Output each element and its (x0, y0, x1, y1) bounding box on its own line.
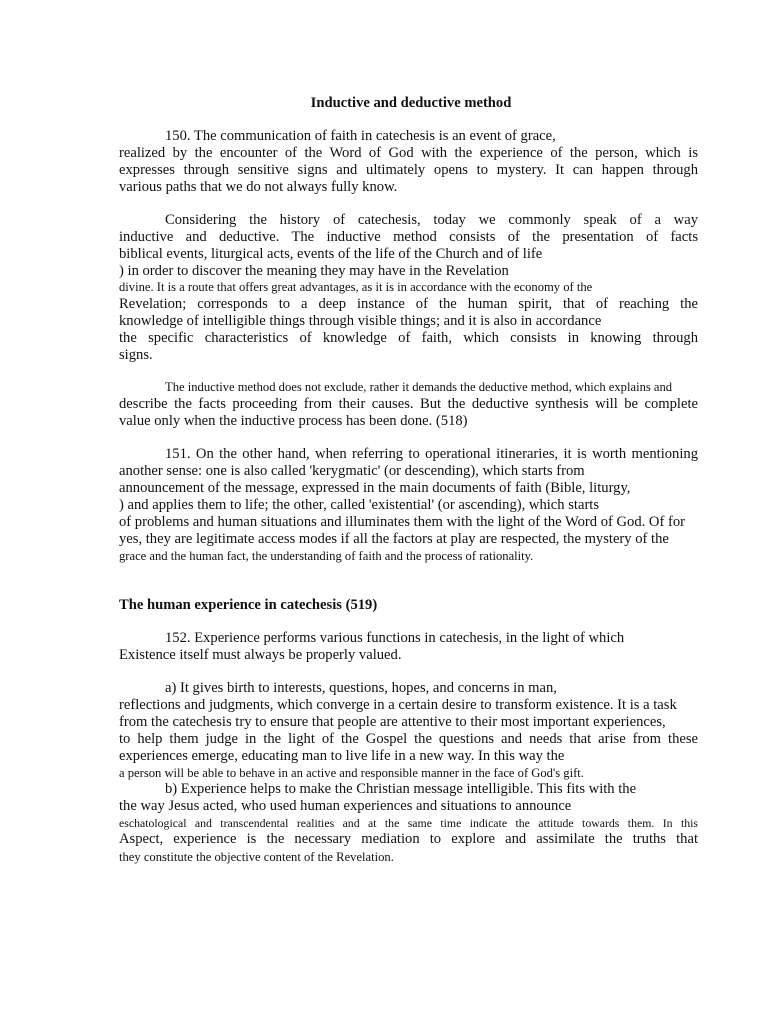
section-title: Inductive and deductive method (310, 95, 512, 111)
history-line-7: knowledge of intelligible things through visible things; and it is also in accordance (119, 313, 602, 329)
pa-line-1: a) It gives birth to interests, questions, hopes, and concerns in man, (165, 680, 557, 696)
p152-line-2: Existence itself must always be properly valued. (119, 647, 402, 663)
p150-line-1: 150. The communication of faith in catechesis is an event of grace, (165, 128, 556, 144)
pa-line-5: experiences emerge, educating man to live life in a new way. In this way the (119, 748, 565, 764)
p150-line-2: realized by the encounter of the Word of God with the experience of the person, which is (119, 145, 698, 161)
p150-line-3: expresses through sensitive signs and ultimately opens to mystery. It can happen through (119, 162, 698, 178)
history-line-9: signs. (119, 347, 153, 363)
pb-line-1: b) Experience helps to make the Christian message intelligible. This fits with the (165, 781, 637, 797)
inductive-line-2: describe the facts proceeding from their causes. But the deductive synthesis will be complete (119, 396, 698, 412)
section-heading-human-experience: The human experience in catechesis (519) (119, 597, 378, 613)
pb-line-4: Aspect, experience is the necessary mediation to explore and assimilate the truths that (119, 831, 698, 847)
pb-line-5: they constitute the objective content of the Revelation. (119, 850, 394, 864)
pa-line-4: to help them judge in the light of the Gospel the questions and needs that arise from these (119, 731, 698, 747)
pb-line-2: the way Jesus acted, who used human experiences and situations to announce (119, 798, 572, 814)
history-line-1: Considering the history of catechesis, today we commonly speak of a way (165, 212, 698, 228)
p151-line-6: yes, they are legitimate access modes if all the factors at play are respected, the mystery of the (119, 531, 669, 547)
history-line-5: divine. It is a route that offers great advantages, as it is in accordance with the economy of the (119, 280, 593, 294)
inductive-line-1: The inductive method does not exclude, rather it demands the deductive method, which explains and (165, 380, 673, 394)
p151-line-3: announcement of the message, expressed in the main documents of faith (Bible, liturgy, (119, 480, 631, 496)
history-line-3: biblical events, liturgical acts, events of the life of the Church and of life (119, 246, 543, 262)
history-line-8: the specific characteristics of knowledge of faith, which consists in knowing through (119, 330, 698, 346)
history-line-6: Revelation; corresponds to a deep instance of the human spirit, that of reaching the (119, 296, 698, 312)
inductive-line-3: value only when the inductive process has been done. (518) (119, 413, 468, 429)
p151-line-1: 151. On the other hand, when referring to operational itineraries, it is worth mentioning (165, 446, 698, 462)
history-line-4: ) in order to discover the meaning they may have in the Revelation (119, 263, 509, 279)
pa-line-2: reflections and judgments, which converge in a certain desire to transform existence. It is a task (119, 697, 677, 713)
pa-line-3: from the catechesis try to ensure that people are attentive to their most important experiences, (119, 714, 666, 730)
p152-line-1: 152. Experience performs various functions in catechesis, in the light of which (165, 630, 625, 646)
p151-line-2: another sense: one is also called 'kerygmatic' (or descending), which starts from (119, 463, 585, 479)
p151-line-5: of problems and human situations and illuminates them with the light of the Word of God. Of for (119, 514, 685, 530)
p150-line-4: various paths that we do not always fully know. (119, 179, 398, 195)
p151-line-7: grace and the human fact, the understanding of faith and the process of rationality. (119, 549, 534, 563)
pb-line-3: eschatological and transcendental realities and at the same time indicate the attitude towards them. In this (119, 816, 698, 830)
history-line-2: inductive and deductive. The inductive method consists of the presentation of facts (119, 229, 698, 245)
p151-line-4: ) and applies them to life; the other, called 'existential' (or ascending), which starts (119, 497, 600, 513)
pa-line-6: a person will be able to behave in an active and responsible manner in the face of God's gift. (119, 766, 584, 780)
